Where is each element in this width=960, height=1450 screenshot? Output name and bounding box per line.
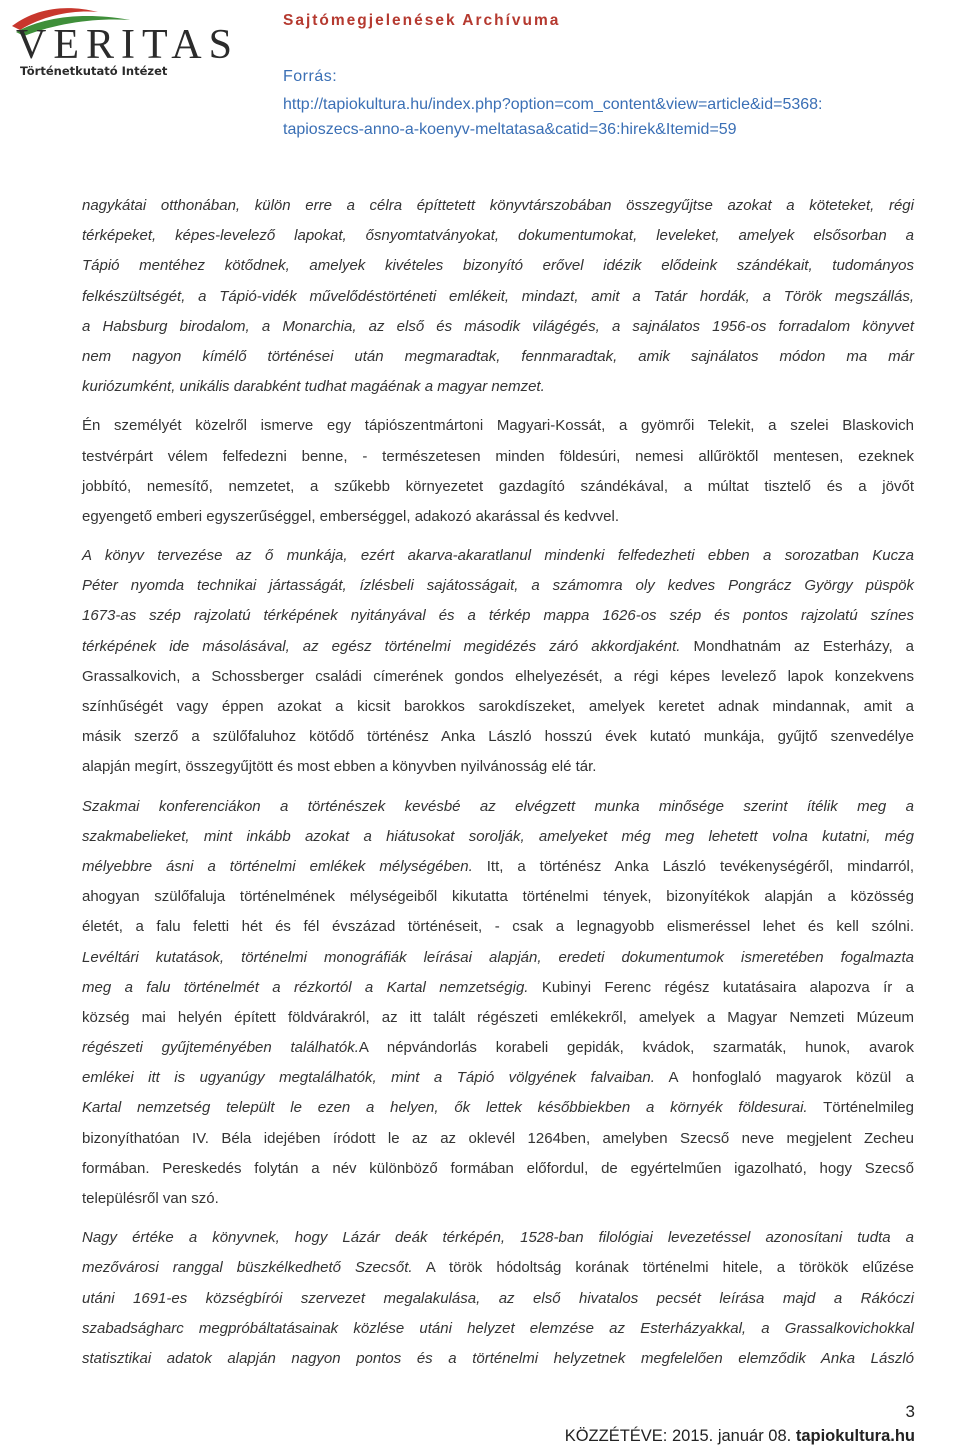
text-run: Kartal nemzetség települt le ezen a helyen, ők lettek későbbiekben a környék földesurai. bbox=[82, 1099, 808, 1117]
text-run: életét, a falu feletti hét és fél évszázad történéseit, - csak a legnagyobb elismeréssel lehet és kell szólni. bbox=[82, 918, 914, 936]
text-line bbox=[82, 251, 914, 281]
source-url-link[interactable] bbox=[283, 92, 943, 142]
text-line bbox=[82, 411, 914, 441]
text-run: településről van szó. bbox=[82, 1190, 219, 1207]
text-line bbox=[82, 191, 914, 221]
text-run: bizonyíthatóan IV. Béla idejében íródott le az az oklevél 1264ben, amelyben Szecső neve megjelent Zecheu bbox=[82, 1129, 914, 1147]
footer-brand: tapiokultura.hu bbox=[795, 1427, 915, 1445]
text-line bbox=[82, 282, 914, 312]
article-body bbox=[82, 191, 914, 1383]
text-run: felkészültségét, a Tápió-vidék művelődéstörténeti emlékeit, mindazt, amit a Tatár hordák, a Török megszállás, bbox=[82, 287, 914, 305]
text-line bbox=[82, 722, 914, 752]
text-run: nagykátai otthonában, külön erre a célra építtetett könyvtárszobában összegyűjtse azokat a köteteket, régi bbox=[82, 197, 914, 214]
text-run: utáni 1691-es községbírói szervezet megalakulása, az első hivatalos pecsét leírása majd a Rákóczi bbox=[82, 1289, 914, 1307]
text-run: másik szerző a szülőfaluhoz kötődő történész Anka László hosszú évek kutató munkája, gyűjtő szenvedélye bbox=[82, 728, 914, 746]
text-run: kuriózumként, unikális darabként tudhat magáénak a magyar nemzet. bbox=[82, 378, 545, 396]
text-line bbox=[82, 973, 914, 1003]
text-run: Én személyét közelről ismerve egy tápiószentmártoni Magyari-Kossát, a gyömrői Telekit, a szelei Blaskovich bbox=[82, 417, 914, 435]
text-run: Levéltári kutatások, történelmi monográfiák leírásai alapján, eredeti dokumentumok ismeretében fogalmazta bbox=[82, 948, 914, 966]
text-run: község mai helyén épített földvárakról, az itt talált régészeti emlékekről, amelyek a Magyar Nemzeti Múzeum bbox=[82, 1008, 914, 1026]
text-run: térképének ide másolásával, az egész történelmi megidézés záró akkordjaként. bbox=[82, 637, 681, 655]
text-line bbox=[82, 1223, 914, 1253]
text-line bbox=[82, 662, 914, 692]
text-line bbox=[82, 692, 914, 722]
text-line bbox=[82, 601, 914, 631]
text-run: mélyebbre ásni a történelmi emlékek mélységében. bbox=[82, 857, 473, 875]
logo-subtitle: Történetkutató Intézet bbox=[20, 64, 168, 78]
text-line bbox=[82, 912, 914, 942]
text-line bbox=[82, 1003, 914, 1033]
text-run: Nagy értéke a könyvnek, hogy Lázár deák térképén, 1528-ban filológiai levezetéssel azonosítani tudta a bbox=[82, 1229, 914, 1247]
text-run: a Habsburg birodalom, a Monarchia, az első és második világégés, a sajnálatos 1956-os forradalom könyvet bbox=[82, 317, 914, 335]
text-run: Itt, a történész Anka László tevékenységéről, mindarról, bbox=[472, 857, 914, 875]
text-run: szabadságharc megpróbáltatásainak közlése utáni helyzet elemzése az Esterházyakkal, a Grassalkovichokkal bbox=[82, 1319, 914, 1337]
text-line bbox=[82, 372, 914, 402]
text-run: régészeti gyűjteményében találhatók. bbox=[82, 1039, 359, 1057]
logo-wordmark: VERITAS bbox=[16, 22, 239, 68]
text-run: szakmabelieket, mint inkább azokat a hiátusokat sorolják, amelyeket még meg lehetett volna kutatni, még bbox=[82, 827, 914, 845]
text-run: Történelmileg bbox=[807, 1099, 914, 1117]
text-line bbox=[82, 632, 914, 662]
text-run: formában. Pereskedés folytán a név különböző formában előfordul, de egyértelműen igazolható, hogy Szecső bbox=[82, 1159, 914, 1177]
text-line bbox=[82, 1154, 914, 1184]
text-run: statisztikai adatok alapján nagyon pontos és a történelmi helyzetnek megfelelően elemződik Anka László bbox=[82, 1349, 914, 1367]
text-line bbox=[82, 541, 914, 571]
source-url-line[interactable]: tapioszecs-anno-a-koenyv-meltatasa&catid=36:hirek&Itemid=59 bbox=[283, 121, 737, 138]
text-run: térképeket, képes-levelező lapokat, ősnyomtatványokat, dokumentumokat, leveleket, amelyek elsősorban a bbox=[82, 227, 914, 245]
text-line bbox=[82, 1284, 914, 1314]
text-run: nem nagyon kímélő történései után megmaradtak, fennmaradtak, amik sajnálatos módon ma már bbox=[82, 347, 914, 365]
text-line bbox=[82, 1344, 914, 1374]
paragraph bbox=[82, 1223, 914, 1374]
text-line bbox=[82, 822, 914, 852]
text-line bbox=[82, 502, 914, 532]
veritas-logo bbox=[6, 2, 239, 80]
text-run: testvérpárt vélem felfedezni benne, - természetesen minden földesúri, nemesi allűröktől mentesen, ezeknek bbox=[82, 447, 914, 465]
text-line bbox=[82, 312, 914, 342]
text-run: Szakmai konferenciákon a történészek kevésbé az elvégzett munka minősége szerint ítélik meg a bbox=[82, 797, 914, 815]
paragraph bbox=[82, 411, 914, 532]
text-line bbox=[82, 342, 914, 372]
text-run: alapján megírt, összegyűjtött és most ebben a könyvben nyilvánosság elé tár. bbox=[82, 758, 597, 776]
text-line bbox=[82, 752, 914, 782]
text-run: A könyv tervezése az ő munkája, ezért akarva-akaratlanul mindenki felfedezheti ebben a sorozatban Kucza bbox=[82, 547, 914, 565]
text-line bbox=[82, 472, 914, 502]
text-line bbox=[82, 852, 914, 882]
text-run: emlékei itt is ugyanúgy megtalálhatók, mint a Tápió völgyének falvaiban. bbox=[82, 1069, 655, 1087]
paragraph bbox=[82, 191, 914, 402]
text-run: 1673-as szép rajzolatú térképének nyitányával és a térkép mappa 1626-os szép és pontos rajzolatú színes bbox=[82, 607, 914, 625]
text-run: A népvándorlás korabeli gepidák, kvádok, szarmaták, hunok, avarok bbox=[358, 1039, 915, 1057]
text-run: egyengető emberi egyszerűséggel, emberséggel, adakozó akarással és kedvvel. bbox=[82, 507, 619, 525]
text-line bbox=[82, 1253, 914, 1283]
text-line bbox=[82, 1093, 914, 1123]
archive-title: Sajtómegjelenések Archívuma bbox=[283, 12, 561, 29]
text-line bbox=[82, 1033, 914, 1063]
paragraph bbox=[82, 541, 914, 783]
text-line bbox=[82, 882, 914, 912]
text-run: Péter nyomda technikai jártasságát, ízlésbeli sajátosságait, a számomra oly kedves Pongrácz György püspök bbox=[82, 577, 914, 595]
text-run: Tápió mentéhez kötődnek, amelyek kivételes bizonyító erővel idézik elődeink szándékait, tudományos bbox=[82, 257, 914, 275]
text-run: ahogyan szülőfaluja történelmének mélységeiből kikutatta történelmi tények, bizonyítékok alapján a közösség bbox=[82, 888, 914, 906]
footer bbox=[565, 1427, 915, 1446]
page-number: 3 bbox=[905, 1402, 915, 1421]
text-run: Mondhatnám az Esterházy, a bbox=[680, 637, 914, 655]
text-line bbox=[82, 1314, 914, 1344]
text-run: A honfoglaló magyarok közül a bbox=[654, 1069, 915, 1087]
text-line bbox=[82, 1063, 914, 1093]
source-url-line[interactable]: http://tapiokultura.hu/index.php?option=com_content&view=article&id=5368: bbox=[283, 96, 823, 113]
text-line bbox=[82, 442, 914, 472]
text-line bbox=[82, 943, 914, 973]
text-line bbox=[82, 571, 914, 601]
text-line bbox=[82, 1124, 914, 1154]
source-label: Forrás: bbox=[283, 68, 338, 85]
text-run: meg a falu történelmét a rézkortól a Kartal nemzetségig. bbox=[82, 978, 529, 996]
text-line bbox=[82, 221, 914, 251]
text-run: Grassalkovich, a Schossberger családi címerének gondos elhelyezését, a régi képes levelező lapok konzekvens bbox=[82, 667, 914, 685]
text-line bbox=[82, 792, 914, 822]
text-run: jobbító, nemesítő, nemzetet, a szűkebb környezetet gazdagító szándékával, a múltat tisztelő és a jövőt bbox=[82, 477, 914, 495]
paragraph bbox=[82, 792, 914, 1215]
text-line bbox=[82, 1184, 914, 1214]
text-run: Kubinyi Ferenc régész kutatásaira alapozva ír a bbox=[528, 978, 914, 996]
published-date: KÖZZÉTÉVE: 2015. január 08. bbox=[564, 1427, 792, 1445]
text-run: színhűségét vagy éppen azokat a kicsit barokkos sarokdíszeket, amelyek keretet adnak mindannak, amit a bbox=[82, 698, 914, 715]
text-run: mezővárosi ranggal büszkélkedhető Szecsőt. bbox=[82, 1259, 413, 1277]
text-run: A török hódoltság korának történelmi hitele, a törökök elűzése bbox=[412, 1259, 914, 1277]
